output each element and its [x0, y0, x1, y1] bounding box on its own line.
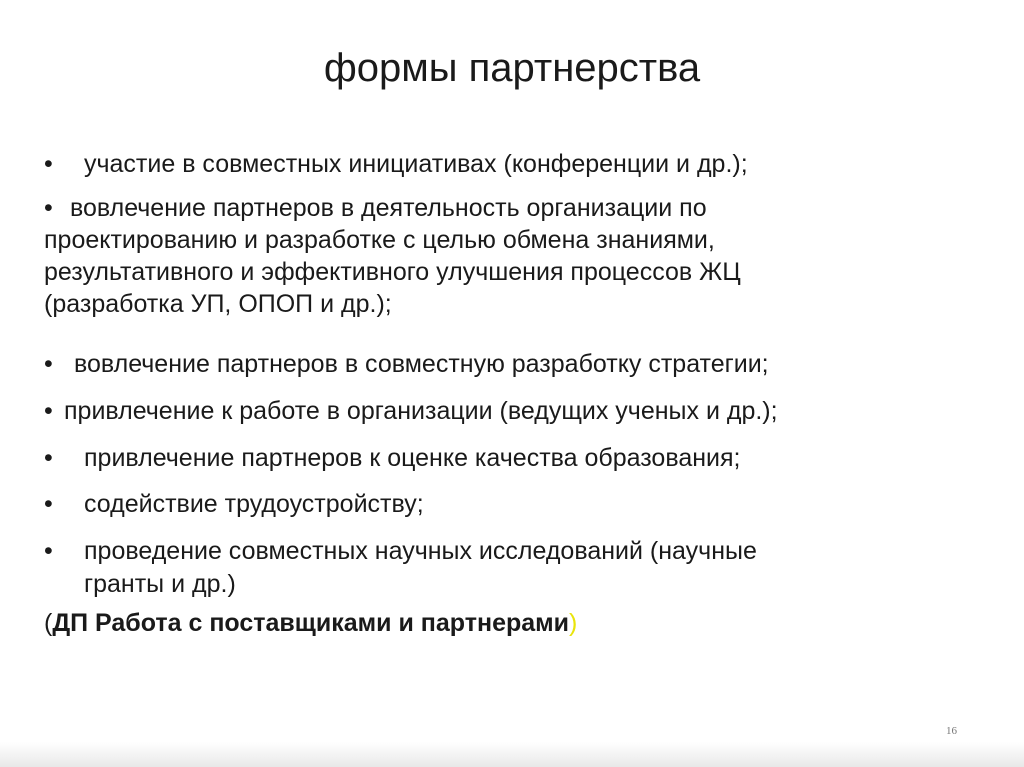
bullet-icon: •: [44, 397, 53, 425]
list-item: [44, 535, 994, 567]
list-item-text: привлечение партнеров к оценке качества образования;: [84, 444, 741, 472]
list-item: [44, 192, 994, 224]
list-item-continuation: [44, 224, 994, 256]
bullet-icon: •: [44, 444, 53, 472]
bullet-icon: •: [44, 490, 53, 518]
list-item-text: проведение совместных научных исследований (научные: [84, 537, 757, 565]
list-item-text: привлечение к работе в организации (ведущих ученых и др.);: [64, 397, 778, 425]
list-item-text: (разработка УП, ОПОП и др.);: [44, 290, 392, 318]
list-item-text: результативного и эффективного улучшения процессов ЖЦ: [44, 258, 741, 286]
list-item-text: проектированию и разработке с целью обмена знаниями,: [44, 226, 715, 254]
list-item-continuation: [44, 568, 994, 600]
bullet-icon: •: [44, 150, 53, 178]
list-item: [44, 148, 994, 180]
list-item-text: содействие трудоустройству;: [84, 490, 424, 518]
bullet-icon: •: [44, 537, 53, 565]
footer-open-paren: (: [44, 609, 53, 637]
footer-close-paren: ): [569, 609, 578, 637]
list-item: [44, 348, 994, 380]
bullet-icon: •: [44, 350, 53, 378]
footer-reference: [44, 607, 577, 639]
footer-text: ДП Работа с поставщиками и партнерами: [52, 609, 570, 637]
list-item: [44, 488, 994, 520]
list-item-text: гранты и др.): [84, 570, 236, 598]
list-item-text: участие в совместных инициативах (конференции и др.);: [84, 150, 748, 178]
list-item: [44, 442, 994, 474]
slide-bottom-shadow: [0, 742, 1024, 767]
list-item-text: вовлечение партнеров в совместную разработку стратегии;: [74, 350, 769, 378]
list-item-text: вовлечение партнеров в деятельность организации по: [70, 194, 707, 222]
bullet-icon: •: [44, 194, 53, 222]
page-number: 16: [946, 725, 957, 737]
list-item-continuation: [44, 288, 994, 320]
list-item-continuation: [44, 256, 994, 288]
list-item: [44, 395, 994, 427]
slide-title: формы партнерства: [323, 46, 701, 90]
